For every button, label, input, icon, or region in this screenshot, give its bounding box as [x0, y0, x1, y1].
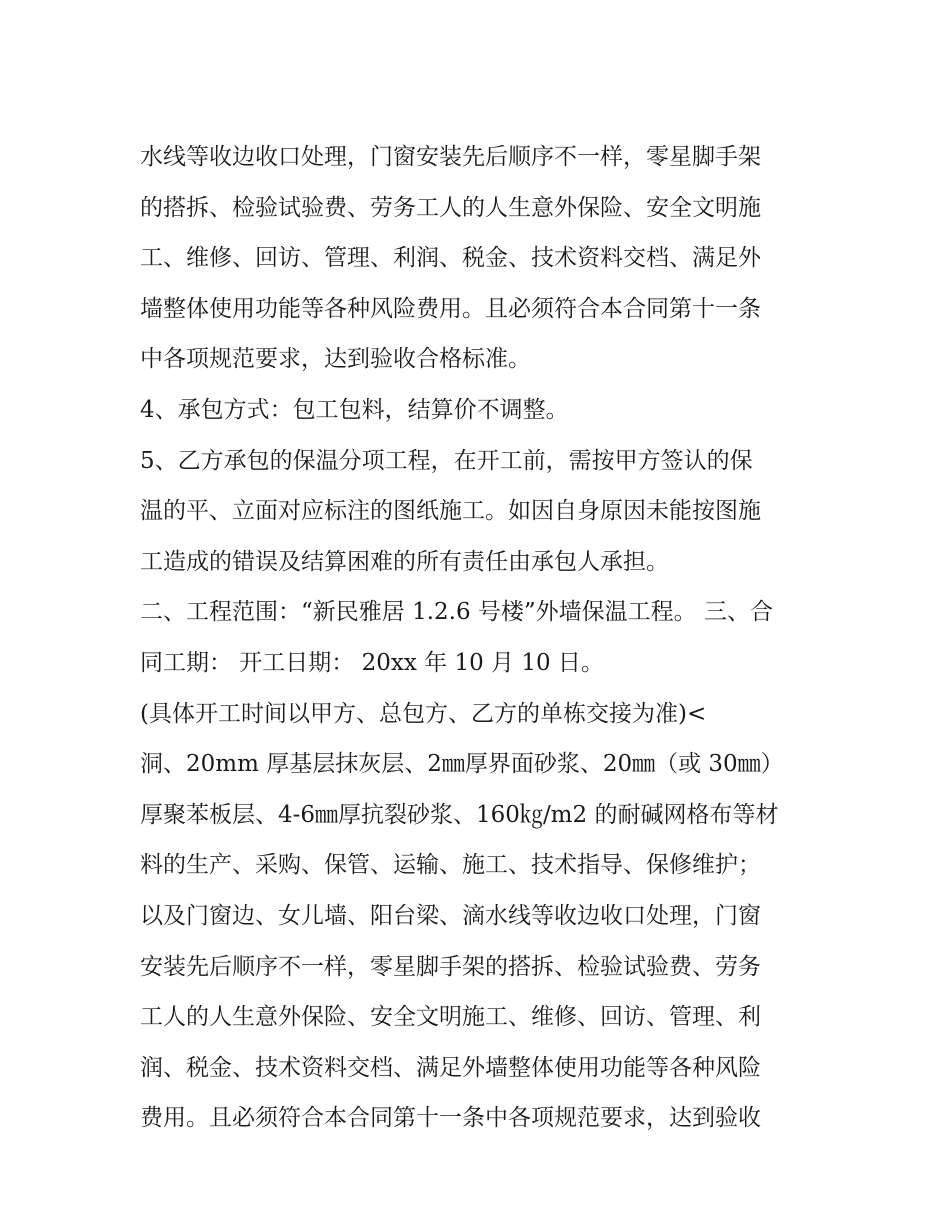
text-line-16: 以及门窗边、女儿墙、阳台梁、滴水线等收边收口处理，门窗: [140, 902, 761, 929]
text-line-1: 水线等收边收口处理，门窗安装先后顺序不一样，零星脚手架: [140, 144, 761, 170]
text-line-2: 的搭拆、检验试验费、劳务工人的人生意外保险、安全文明施: [140, 194, 761, 221]
text-line-6: 4、承包方式：包工包料，结算价不调整。: [140, 396, 569, 423]
text-line-9: 工造成的错误及结算困难的所有责任由承包人承担。: [140, 548, 669, 575]
text-line-7: 5、乙方承包的保温分项工程，在开工前，需按甲方签认的保: [140, 447, 753, 474]
text-line-14: 厚聚苯板层、4-6㎜厚抗裂砂浆、160㎏/m2 的耐碱网格布等材: [140, 801, 779, 828]
text-line-12: (具体开工时间以甲方、总包方、乙方的单栋交接为准)<: [140, 700, 707, 727]
text-line-13: 洞、20mm 厚基层抹灰层、2㎜厚界面砂浆、20㎜（或 30㎜）: [140, 751, 784, 778]
text-line-5: 中各项规范要求，达到验收合格标准。: [140, 346, 531, 373]
text-line-15: 料的生产、采购、保管、运输、施工、技术指导、保修维护；: [140, 852, 761, 879]
text-line-3: 工、维修、回访、管理、利润、税金、技术资料交档、满足外: [140, 245, 761, 272]
text-line-17: 安装先后顺序不一样，零星脚手架的搭拆、检验试验费、劳务: [140, 953, 761, 980]
text-line-11: 同工期： 开工日期： 20xx 年 10 月 10 日。: [140, 649, 604, 676]
text-line-4: 墙整体使用功能等各种风险费用。且必须符合本合同第十一条: [140, 295, 761, 322]
document-body: [140, 132, 820, 1144]
text-line-8: 温的平、立面对应标注的图纸施工。如因自身原因未能按图施: [140, 498, 761, 525]
text-line-19: 润、税金、技术资料交档、满足外墙整体使用功能等各种风险: [140, 1054, 761, 1081]
text-line-10: 二、工程范围：“新民雅居 1.2.6 号楼”外墙保温工程。 三、合: [140, 599, 773, 626]
text-line-18: 工人的人生意外保险、安全文明施工、维修、回访、管理、利: [140, 1004, 761, 1031]
text-line-20: 费用。且必须符合本合同第十一条中各项规范要求，达到验收: [140, 1105, 761, 1132]
